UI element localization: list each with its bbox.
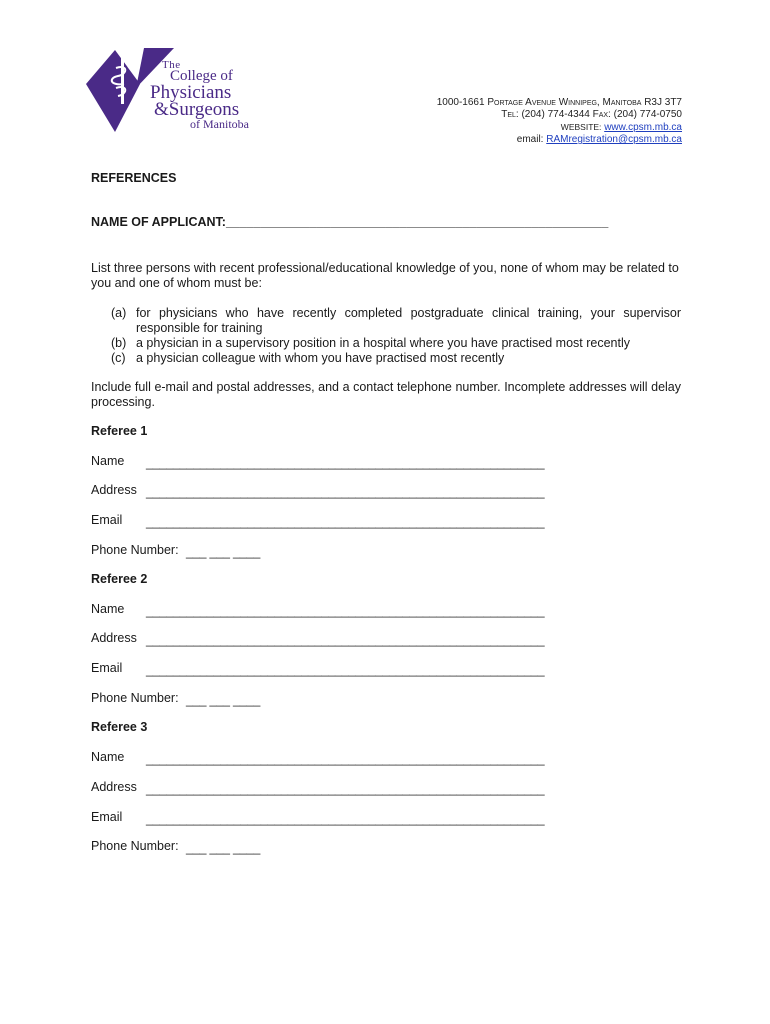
list-item-label: (c) <box>111 351 126 365</box>
applicant-label: NAME OF APPLICANT: <box>91 215 226 229</box>
logo-line-surgeons: &Surgeons <box>154 99 240 120</box>
email-link[interactable]: RAMregistration@cpsm.mb.ca <box>546 134 682 145</box>
referee-1-name-field[interactable]: ___________________________________________________________ <box>146 456 545 470</box>
list-item <box>111 306 681 336</box>
referee-2-name-field[interactable]: ___________________________________________________________ <box>146 604 545 618</box>
list-item <box>111 351 681 366</box>
referee-2-name-label: Name <box>91 602 125 616</box>
referee-3-email-label: Email <box>91 810 123 824</box>
applicant-name-row <box>91 215 608 229</box>
referee-3-address-label: Address <box>91 780 137 794</box>
logo-line-the: The <box>162 59 181 71</box>
website-link[interactable]: www.cpsm.mb.ca <box>604 122 682 133</box>
referee-3-name-field[interactable]: ___________________________________________________________ <box>146 752 545 766</box>
list-item-text: a physician colleague with whom you have practised most recently <box>136 351 505 365</box>
logo-line-college: College of <box>170 68 233 84</box>
list-item-text: a physician in a supervisory position in a hospital where you have practised most recently <box>136 336 631 350</box>
email-label: email: <box>516 134 544 145</box>
referee-1-title: Referee 1 <box>91 424 148 438</box>
include-note: Include full e-mail and postal addresses, and a contact telephone number. Incomplete addresses will delay processing. <box>91 380 681 409</box>
logo-line-physicians: Physicians <box>150 82 232 103</box>
list-item <box>111 336 681 351</box>
contact-block <box>437 97 682 146</box>
referee-2-email-field[interactable]: ___________________________________________________________ <box>146 663 545 677</box>
referee-3-address-field[interactable]: ___________________________________________________________ <box>146 782 545 796</box>
list-item-label: (a) <box>111 306 127 320</box>
referee-1-address-label: Address <box>91 483 137 497</box>
referee-2-phone-label: Phone Number: <box>91 691 179 705</box>
referee-3-email-field[interactable]: ___________________________________________________________ <box>146 812 545 826</box>
referee-1-phone-field[interactable]: ___ ___ ____ <box>186 545 261 559</box>
referee-2-phone-field[interactable]: ___ ___ ____ <box>186 693 261 707</box>
intro-paragraph: List three persons with recent professional/educational knowledge of you, none of whom may be related to you and one of whom must be: <box>91 261 679 290</box>
referee-3-phone-field[interactable]: ___ ___ ____ <box>186 841 261 855</box>
phone-fax: Tel: (204) 774-4344 Fax: (204) 774-0750 <box>501 109 682 120</box>
criteria-list <box>111 306 681 366</box>
cpsm-logo <box>80 44 280 136</box>
referee-1-name-label: Name <box>91 454 125 468</box>
referee-3-name-label: Name <box>91 750 125 764</box>
referee-1-address-field[interactable]: ___________________________________________________________ <box>146 485 545 499</box>
list-item-text: for physicians who have recently completed postgraduate clinical training, your supervisor responsible for training <box>136 306 681 335</box>
applicant-name-field[interactable]: _______________________________________________________ <box>225 215 609 229</box>
website-label: WEBSITE: <box>560 122 602 132</box>
street-address: 1000-1661 Portage Avenue Winnipeg, Manitoba R3J 3T7 <box>436 97 682 108</box>
page-title: REFERENCES <box>91 171 177 185</box>
logo-line-manitoba: of Manitoba <box>190 117 249 131</box>
referee-1-email-field[interactable]: ___________________________________________________________ <box>146 515 545 529</box>
referee-2-address-label: Address <box>91 631 137 645</box>
referee-1-email-label: Email <box>91 513 123 527</box>
referee-2-title: Referee 2 <box>91 572 148 586</box>
referee-1-phone-label: Phone Number: <box>91 543 179 557</box>
list-item-label: (b) <box>111 336 127 350</box>
referee-2-address-field[interactable]: ___________________________________________________________ <box>146 633 545 647</box>
referee-2-email-label: Email <box>91 661 123 675</box>
referee-3-title: Referee 3 <box>91 720 148 734</box>
referee-3-phone-label: Phone Number: <box>91 839 179 853</box>
